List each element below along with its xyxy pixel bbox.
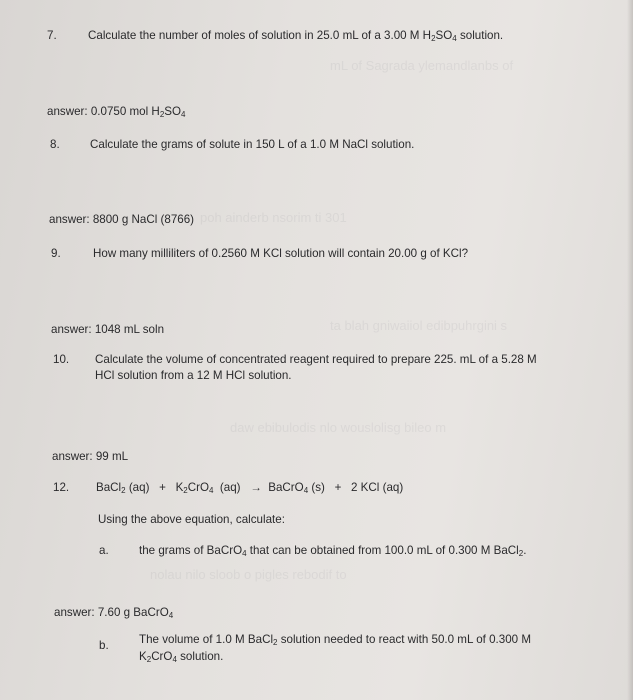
question-9-number: 9. xyxy=(51,247,61,260)
part-a-letter: a. xyxy=(99,544,109,557)
part-b-letter: b. xyxy=(99,639,109,652)
reactant-bacl2: BaCl$_2$ (aq) xyxy=(96,481,150,495)
question-8-text: Calculate the grams of solute in 150 L of a 1.0 M NaCl solution. xyxy=(90,138,415,151)
question-10-line-1: Calculate the volume of concentrated reagent required to prepare 225. mL of a 5.28 M xyxy=(95,353,537,366)
product-bacro4: BaCrO$_4$ (s) xyxy=(268,481,325,495)
question-7-text: Calculate the number of moles of solution in 25.0 mL of a 3.00 M $H_2SO_4$ solution. xyxy=(88,29,504,43)
question-8-number: 8. xyxy=(50,138,60,151)
question-10-line-2: HCl solution from a 12 M HCl solution. xyxy=(95,369,292,382)
question-12-instruction: Using the above equation, calculate: xyxy=(98,513,285,526)
answer-12a: answer: 7.60 g BaCrO$_4$ xyxy=(54,606,174,620)
question-10-number: 10. xyxy=(53,353,70,366)
answer-9: answer: 1048 mL soln xyxy=(51,323,165,336)
part-b-line-2: $K_2CrO_4$ solution. xyxy=(139,650,224,664)
part-a-text: the grams of BaCrO$_4$ that can be obtained from 100.0 mL of 0.300 M BaCl$_2$. xyxy=(139,544,527,558)
answer-8: answer: 8800 g NaCl (8766) xyxy=(49,213,195,226)
reaction-arrow-icon: → xyxy=(250,481,262,494)
page-edge-shadow xyxy=(627,0,633,700)
question-7-number: 7. xyxy=(47,29,57,42)
worksheet-page: mL of Sagrada ylemandlanbs of poh ainderb nsorim ti 301 ta blah gniwaiiol edibpuhrgini s daw ebibulodis nlo wouslolisg bileo m nolau nilo sloob o pigles rebodif to 7. Calculate the number of moles of solution in 25.0 mL of a 3.00 M $H_2SO_4$ solution. answer: 0.0750 mol $H_2SO_4$ 8. Calculate the grams of solute in 150 L of a 1.0 M NaCl solution. answer: 8800 g NaCl (8766) 9. How many milliliters of 0.2560 M KCl solution will contain 20.00 g of KCl? answer: 1048 mL soln 10. Calculate the volume of concentrated reagent required to prepare 225. mL of a 5.28 M HCl solution from a 12 M HCl solution. answer: 99 mL 12. BaCl$_2$ (aq) + $K_2CrO_4$ (aq) → BaCrO$_4$ (s) + 2 KCl (aq) Using the above equation, calculate: a. the grams of BaCrO$_4$ that can be obtained from 100.0 mL of 0.300 M BaCl$_2$. answer: 7.60 g BaCrO$_4$ b. The volume of 1.0 M BaCl$_2$ solution needed to react with 50.0 mL of 0.300 M $K_2CrO_4$ solution. xyxy=(0,0,633,700)
question-12-number: 12. xyxy=(53,481,70,494)
product-kcl: 2 KCl (aq) xyxy=(351,481,404,494)
reactant-k2cro4: $K_2CrO_4$ (aq) xyxy=(175,481,241,495)
part-b-line-1: The volume of 1.0 M BaCl$_2$ solution needed to react with 50.0 mL of 0.300 M xyxy=(139,633,531,647)
answer-7: answer: 0.0750 mol $H_2SO_4$ xyxy=(47,105,186,119)
question-9-text: How many milliliters of 0.2560 M KCl solution will contain 20.00 g of KCl? xyxy=(93,247,469,260)
answer-10: answer: 99 mL xyxy=(52,450,129,463)
reaction-equation: BaCl$_2$ (aq) + $K_2CrO_4$ (aq) → BaCrO$_4$ (s) + 2 KCl (aq) xyxy=(96,481,404,495)
